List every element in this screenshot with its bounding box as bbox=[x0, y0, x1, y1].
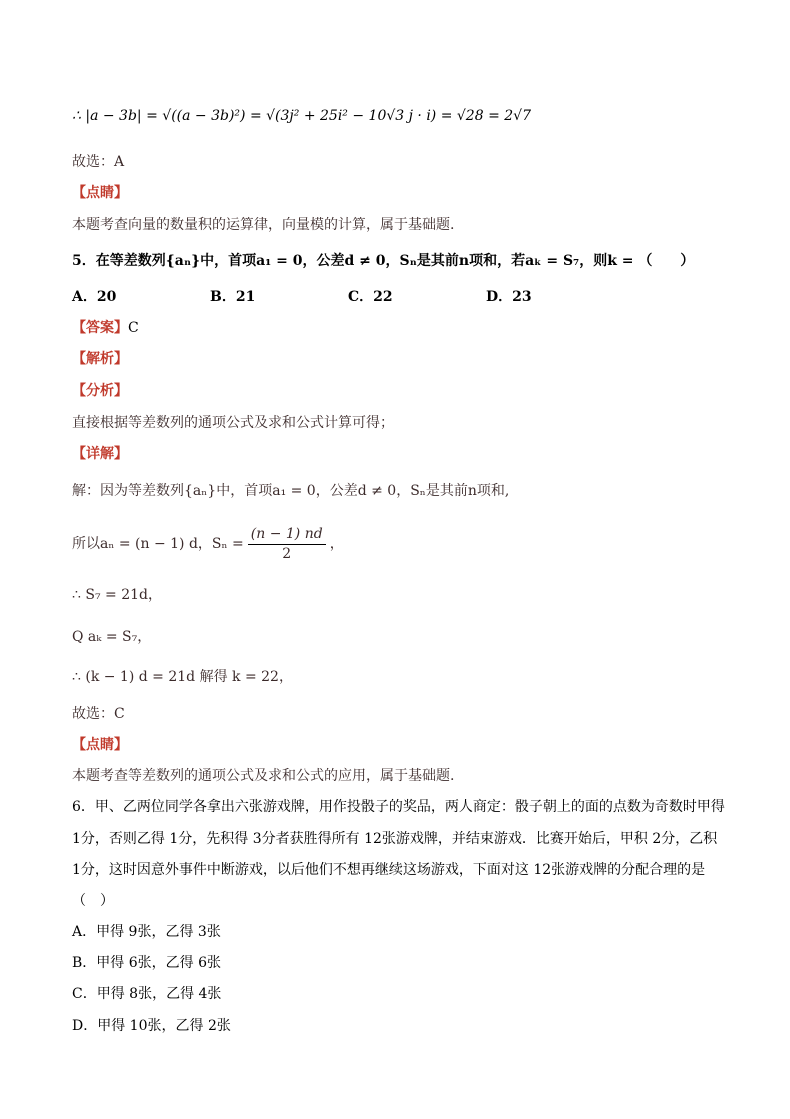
q5-option-a: A．20 bbox=[72, 289, 117, 305]
q5-choice: 故选：C bbox=[72, 706, 125, 722]
q5-solution-line-4: Q aₖ = S₇， bbox=[72, 629, 152, 645]
q5-sn-denominator: 2 bbox=[282, 546, 292, 562]
q5-answer-label: 【答案】 bbox=[72, 320, 128, 336]
q5-option-c: C．22 bbox=[348, 289, 393, 305]
q5-answer bbox=[72, 318, 139, 338]
vector-modulus-formula: ∴ |a − 3b| = √((a − 3b)²) = √(3j² + 25i² − 10√3 j · i) = √28 = 2√7 bbox=[72, 108, 531, 124]
q5-solution-line-1: 解：因为等差数列{aₙ}中，首项a₁ = 0，公差d ≠ 0，Sₙ是其前n项和, bbox=[72, 483, 510, 499]
q4-choice: 故选：A bbox=[72, 154, 125, 170]
q6-stem-line-2: 1分，否则乙得 1分，先积得 3分者获胜得所有 12张游戏牌，并结束游戏．比赛开始后，甲积 2分，乙积 bbox=[72, 831, 718, 847]
q6-stem-line-4: （ ） bbox=[72, 893, 114, 909]
q6-stem-line-3: 1分，这时因意外事件中断游戏，以后他们不想再继续这场游戏，下面对这 12张游戏牌的分配合理的是 bbox=[72, 862, 706, 878]
q5-options bbox=[72, 287, 722, 307]
q5-fenxi-text: 直接根据等差数列的通项公式及求和公式计算可得； bbox=[72, 415, 394, 431]
q5-option-d: D．23 bbox=[486, 289, 532, 305]
q4-dianjing-label: 【点睛】 bbox=[72, 185, 128, 201]
q5-solution-line-5: ∴ (k − 1) d = 21d 解得 k = 22， bbox=[72, 669, 293, 685]
q5-sn-numerator: (n − 1) nd bbox=[248, 525, 326, 545]
q5-jiexi-label: 【解析】 bbox=[72, 351, 128, 367]
q5-solution-line-2 bbox=[72, 522, 344, 566]
q5-option-b: B．21 bbox=[210, 289, 256, 305]
q6-option-a: A．甲得 9张，乙得 3张 bbox=[72, 924, 221, 940]
q5-stem: 5．在等差数列{aₙ}中，首项a₁ = 0，公差d ≠ 0，Sₙ是其前n项和，若aₖ = S₇，则k = （ ） bbox=[72, 253, 695, 269]
q5-dianjing-text: 本题考查等差数列的通项公式及求和公式的应用，属于基础题. bbox=[72, 768, 455, 784]
q5-solution-line-3: ∴ S₇ = 21d， bbox=[72, 587, 162, 603]
q5-solution-line-2-prefix: 所以aₙ = (n − 1) d，Sₙ = bbox=[72, 536, 244, 552]
q5-fenxi-label: 【分析】 bbox=[72, 383, 128, 399]
q5-solution-line-2-suffix: ， bbox=[329, 536, 344, 552]
q5-answer-value: C bbox=[128, 320, 139, 336]
q6-option-c: C．甲得 8张，乙得 4张 bbox=[72, 986, 222, 1002]
q4-dianjing-text: 本题考查向量的数量积的运算律，向量模的计算，属于基础题. bbox=[72, 217, 455, 233]
q6-stem-line-1: 6．甲、乙两位同学各拿出六张游戏牌，用作投骰子的奖品，两人商定：骰子朝上的面的点数为奇数时甲得 bbox=[72, 799, 725, 815]
q6-option-d: D．甲得 10张，乙得 2张 bbox=[72, 1018, 231, 1034]
q6-option-b: B．甲得 6张，乙得 6张 bbox=[72, 955, 222, 971]
q5-sn-fraction bbox=[248, 525, 326, 563]
q5-dianjing-label: 【点睛】 bbox=[72, 737, 128, 753]
q5-xiangjie-label: 【详解】 bbox=[72, 446, 128, 462]
